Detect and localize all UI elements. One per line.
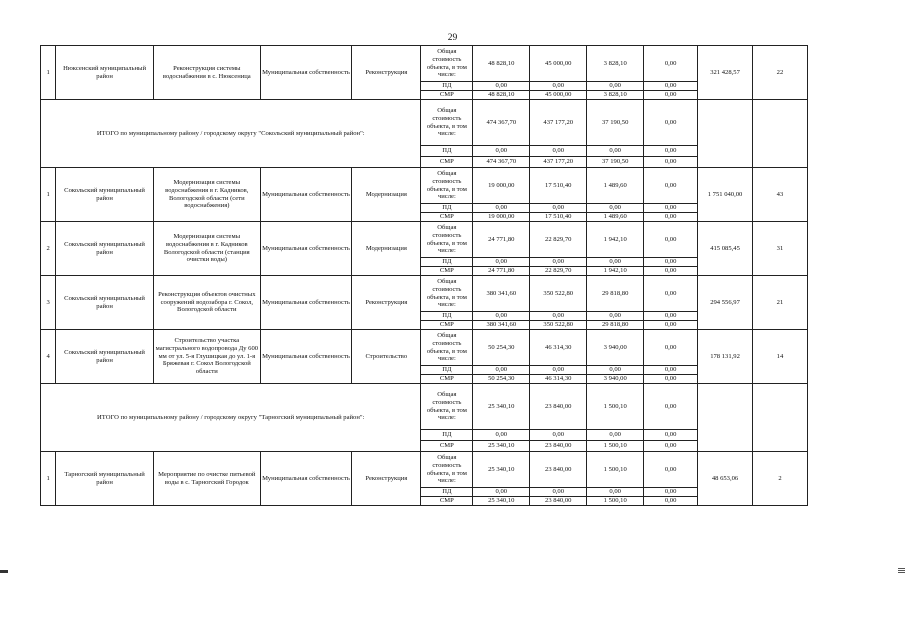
measure-label: СМР [421,321,473,330]
row-number: 1 [41,452,56,506]
measure-label: Общая стоимость объекта, в том числе: [421,384,473,430]
amount-cell: 50 254,30 [473,330,530,366]
work-type-cell: Реконструкция [352,46,421,100]
percent-cell: 31 [753,222,808,276]
amount-cell: 0,00 [644,452,698,488]
amount-cell: 0,00 [530,488,587,497]
ownership-cell: Муниципальная собственность [260,452,352,506]
percent-cell: 22 [753,46,808,100]
amount-cell: 0,00 [473,312,530,321]
measure-label: СМР [421,375,473,384]
project-row [41,222,865,258]
amount-cell: 25 340,10 [473,441,530,452]
page-edge-mark-left [0,570,8,573]
amount-cell: 0,00 [644,366,698,375]
ownership-cell: Муниципальная собственность [260,330,352,384]
amount-cell: 0,00 [644,146,698,157]
amount-cell: 0,00 [473,366,530,375]
amount-cell: 29 818,80 [587,321,644,330]
amount-cell: 45 000,00 [530,91,587,100]
amount-cell: 46 314,30 [530,375,587,384]
measure-label: Общая стоимость объекта, в том числе: [421,100,473,146]
amount-cell: 24 771,80 [473,267,530,276]
amount-cell: 474 367,70 [473,100,530,146]
district-cell: Сокольский муниципальный район [56,168,154,222]
amount-cell: 0,00 [587,82,644,91]
row-number: 1 [41,168,56,222]
amount-cell: 45 000,00 [530,46,587,82]
amount-cell: 0,00 [644,258,698,267]
project-row [41,46,865,82]
amount-cell: 46 314,30 [530,330,587,366]
project-name-cell: Реконструкция системы водоснабжения в с. Нюксеница [153,46,260,100]
district-cell: Нюксенский муниципальный район [56,46,154,100]
page-number: 29 [447,33,458,43]
amount-cell: 17 510,40 [530,168,587,204]
amount-cell: 0,00 [530,258,587,267]
amount-cell: 1 489,60 [587,168,644,204]
amount-cell: 19 000,00 [473,213,530,222]
amount-cell: 0,00 [587,366,644,375]
amount-cell: 0,00 [644,91,698,100]
district-cell: Сокольский муниципальный район [56,276,154,330]
amount-cell: 1 942,10 [587,267,644,276]
amount-cell: 37 190,50 [587,157,644,168]
amount-cell: 0,00 [473,82,530,91]
project-name-cell: Модернизация системы водоснабжения в г. Кадников, Вологодской области (сети водоснабжения) [153,168,260,222]
measure-label: СМР [421,157,473,168]
work-type-cell: Строительство [352,330,421,384]
work-type-cell: Модернизация [352,168,421,222]
measure-label: Общая стоимость объекта, в том числе: [421,452,473,488]
measure-label: ПД [421,204,473,213]
project-name-cell: Модернизация системы водоснабжения в г. Кадников Вологодской области (станция очистки воды) [153,222,260,276]
amount-cell: 0,00 [644,488,698,497]
amount-cell: 48 828,10 [473,91,530,100]
empty-cell [698,100,753,168]
amount-cell: 3 828,10 [587,46,644,82]
amount-cell: 0,00 [473,488,530,497]
amount-cell: 0,00 [644,276,698,312]
amount-cell: 1 489,60 [587,213,644,222]
amount-cell: 23 840,00 [530,384,587,430]
amount-cell: 0,00 [644,375,698,384]
investment-table [40,45,865,506]
amount-cell: 1 500,10 [587,384,644,430]
amount-cell: 0,00 [530,82,587,91]
capacity-cell: 178 131,92 [698,330,753,384]
amount-cell: 0,00 [530,430,587,441]
ownership-cell: Муниципальная собственность [260,46,352,100]
amount-cell: 0,00 [644,430,698,441]
row-number: 3 [41,276,56,330]
amount-cell: 0,00 [587,258,644,267]
measure-label: СМР [421,213,473,222]
amount-cell: 22 829,70 [530,222,587,258]
amount-cell: 3 828,10 [587,91,644,100]
measure-label: ПД [421,258,473,267]
measure-label: Общая стоимость объекта, в том числе: [421,222,473,258]
empty-cell [698,384,753,452]
amount-cell: 23 840,00 [530,441,587,452]
amount-cell: 0,00 [473,430,530,441]
amount-cell: 1 500,10 [587,497,644,506]
amount-cell: 0,00 [644,213,698,222]
amount-cell: 0,00 [473,258,530,267]
district-cell: Сокольский муниципальный район [56,330,154,384]
work-type-cell: Реконструкция [352,452,421,506]
ownership-cell: Муниципальная собственность [260,222,352,276]
amount-cell: 0,00 [587,488,644,497]
measure-label: Общая стоимость объекта, в том числе: [421,330,473,366]
amount-cell: 25 340,10 [473,497,530,506]
amount-cell: 0,00 [644,204,698,213]
amount-cell: 19 000,00 [473,168,530,204]
amount-cell: 50 254,30 [473,375,530,384]
percent-cell: 14 [753,330,808,384]
percent-cell: 43 [753,168,808,222]
amount-cell: 0,00 [587,430,644,441]
row-number: 4 [41,330,56,384]
amount-cell: 23 840,00 [530,452,587,488]
capacity-cell: 294 556,97 [698,276,753,330]
amount-cell: 0,00 [644,168,698,204]
amount-cell: 23 840,00 [530,497,587,506]
amount-cell: 48 828,10 [473,46,530,82]
measure-label: ПД [421,146,473,157]
amount-cell: 350 522,80 [530,321,587,330]
amount-cell: 0,00 [587,312,644,321]
amount-cell: 22 829,70 [530,267,587,276]
amount-cell: 0,00 [644,312,698,321]
measure-label: ПД [421,366,473,375]
percent-cell: 2 [753,452,808,506]
amount-cell: 0,00 [587,204,644,213]
amount-cell: 0,00 [587,146,644,157]
amount-cell: 0,00 [644,100,698,146]
capacity-cell: 1 751 040,00 [698,168,753,222]
amount-cell: 1 500,10 [587,452,644,488]
ownership-cell: Муниципальная собственность [260,276,352,330]
measure-label: ПД [421,488,473,497]
amount-cell: 0,00 [530,146,587,157]
ownership-cell: Муниципальная собственность [260,168,352,222]
capacity-cell: 48 653,06 [698,452,753,506]
measure-label: ПД [421,312,473,321]
amount-cell: 474 367,70 [473,157,530,168]
amount-cell: 380 341,60 [473,321,530,330]
row-number: 2 [41,222,56,276]
empty-cell [753,384,808,452]
measure-label: ПД [421,82,473,91]
district-cell: Тарногский муниципальный район [56,452,154,506]
itogo-label: ИТОГО по муниципальному району / городскому округу "Тарногский муниципальный район": [41,384,421,452]
amount-cell: 437 177,20 [530,100,587,146]
amount-cell: 3 940,00 [587,375,644,384]
empty-cell [753,100,808,168]
measure-label: СМР [421,267,473,276]
row-number: 1 [41,46,56,100]
amount-cell: 1 500,10 [587,441,644,452]
amount-cell: 0,00 [644,497,698,506]
page-edge-mark-right [898,568,905,576]
measure-label: Общая стоимость объекта, в том числе: [421,276,473,312]
amount-cell: 1 942,10 [587,222,644,258]
capacity-cell: 321 428,57 [698,46,753,100]
amount-cell: 25 340,10 [473,384,530,430]
amount-cell: 3 940,00 [587,330,644,366]
work-type-cell: Реконструкция [352,276,421,330]
measure-label: Общая стоимость объекта, в том числе: [421,168,473,204]
amount-cell: 37 190,50 [587,100,644,146]
measure-label: СМР [421,497,473,506]
measure-label: ПД [421,430,473,441]
percent-cell: 21 [753,276,808,330]
amount-cell: 0,00 [530,312,587,321]
amount-cell: 0,00 [473,204,530,213]
amount-cell: 0,00 [644,441,698,452]
amount-cell: 0,00 [644,46,698,82]
amount-cell: 0,00 [644,82,698,91]
project-name-cell: Мероприятие по очистке питьевой воды в с. Тарногский Городок [153,452,260,506]
amount-cell: 0,00 [644,267,698,276]
itogo-label: ИТОГО по муниципальному району / городскому округу "Сокольский муниципальный район": [41,100,421,168]
work-type-cell: Модернизация [352,222,421,276]
project-name-cell: Реконструкция объектов очистных сооружений водозабора г. Сокол, Вологодской области [153,276,260,330]
project-row [41,330,865,366]
project-row [41,168,865,204]
amount-cell: 24 771,80 [473,222,530,258]
project-name-cell: Строительство участка магистрального водопровода Ду 600 мм от ул. 5-я Глушицкая до ул. 1-я Бряжевая г. Сокол Вологодской области [153,330,260,384]
project-row [41,452,865,488]
amount-cell: 0,00 [644,222,698,258]
capacity-cell: 415 085,45 [698,222,753,276]
amount-cell: 25 340,10 [473,452,530,488]
amount-cell: 0,00 [530,366,587,375]
measure-label: СМР [421,441,473,452]
amount-cell: 29 818,80 [587,276,644,312]
amount-cell: 17 510,40 [530,213,587,222]
amount-cell: 0,00 [644,321,698,330]
amount-cell: 0,00 [473,146,530,157]
amount-cell: 0,00 [530,204,587,213]
measure-label: СМР [421,91,473,100]
project-row [41,276,865,312]
measure-label: Общая стоимость объекта, в том числе: [421,46,473,82]
itogo-row [41,384,865,430]
amount-cell: 437 177,20 [530,157,587,168]
amount-cell: 0,00 [644,384,698,430]
amount-cell: 350 522,80 [530,276,587,312]
district-cell: Сокольский муниципальный район [56,222,154,276]
amount-cell: 0,00 [644,330,698,366]
itogo-row [41,100,865,146]
amount-cell: 0,00 [644,157,698,168]
amount-cell: 380 341,60 [473,276,530,312]
